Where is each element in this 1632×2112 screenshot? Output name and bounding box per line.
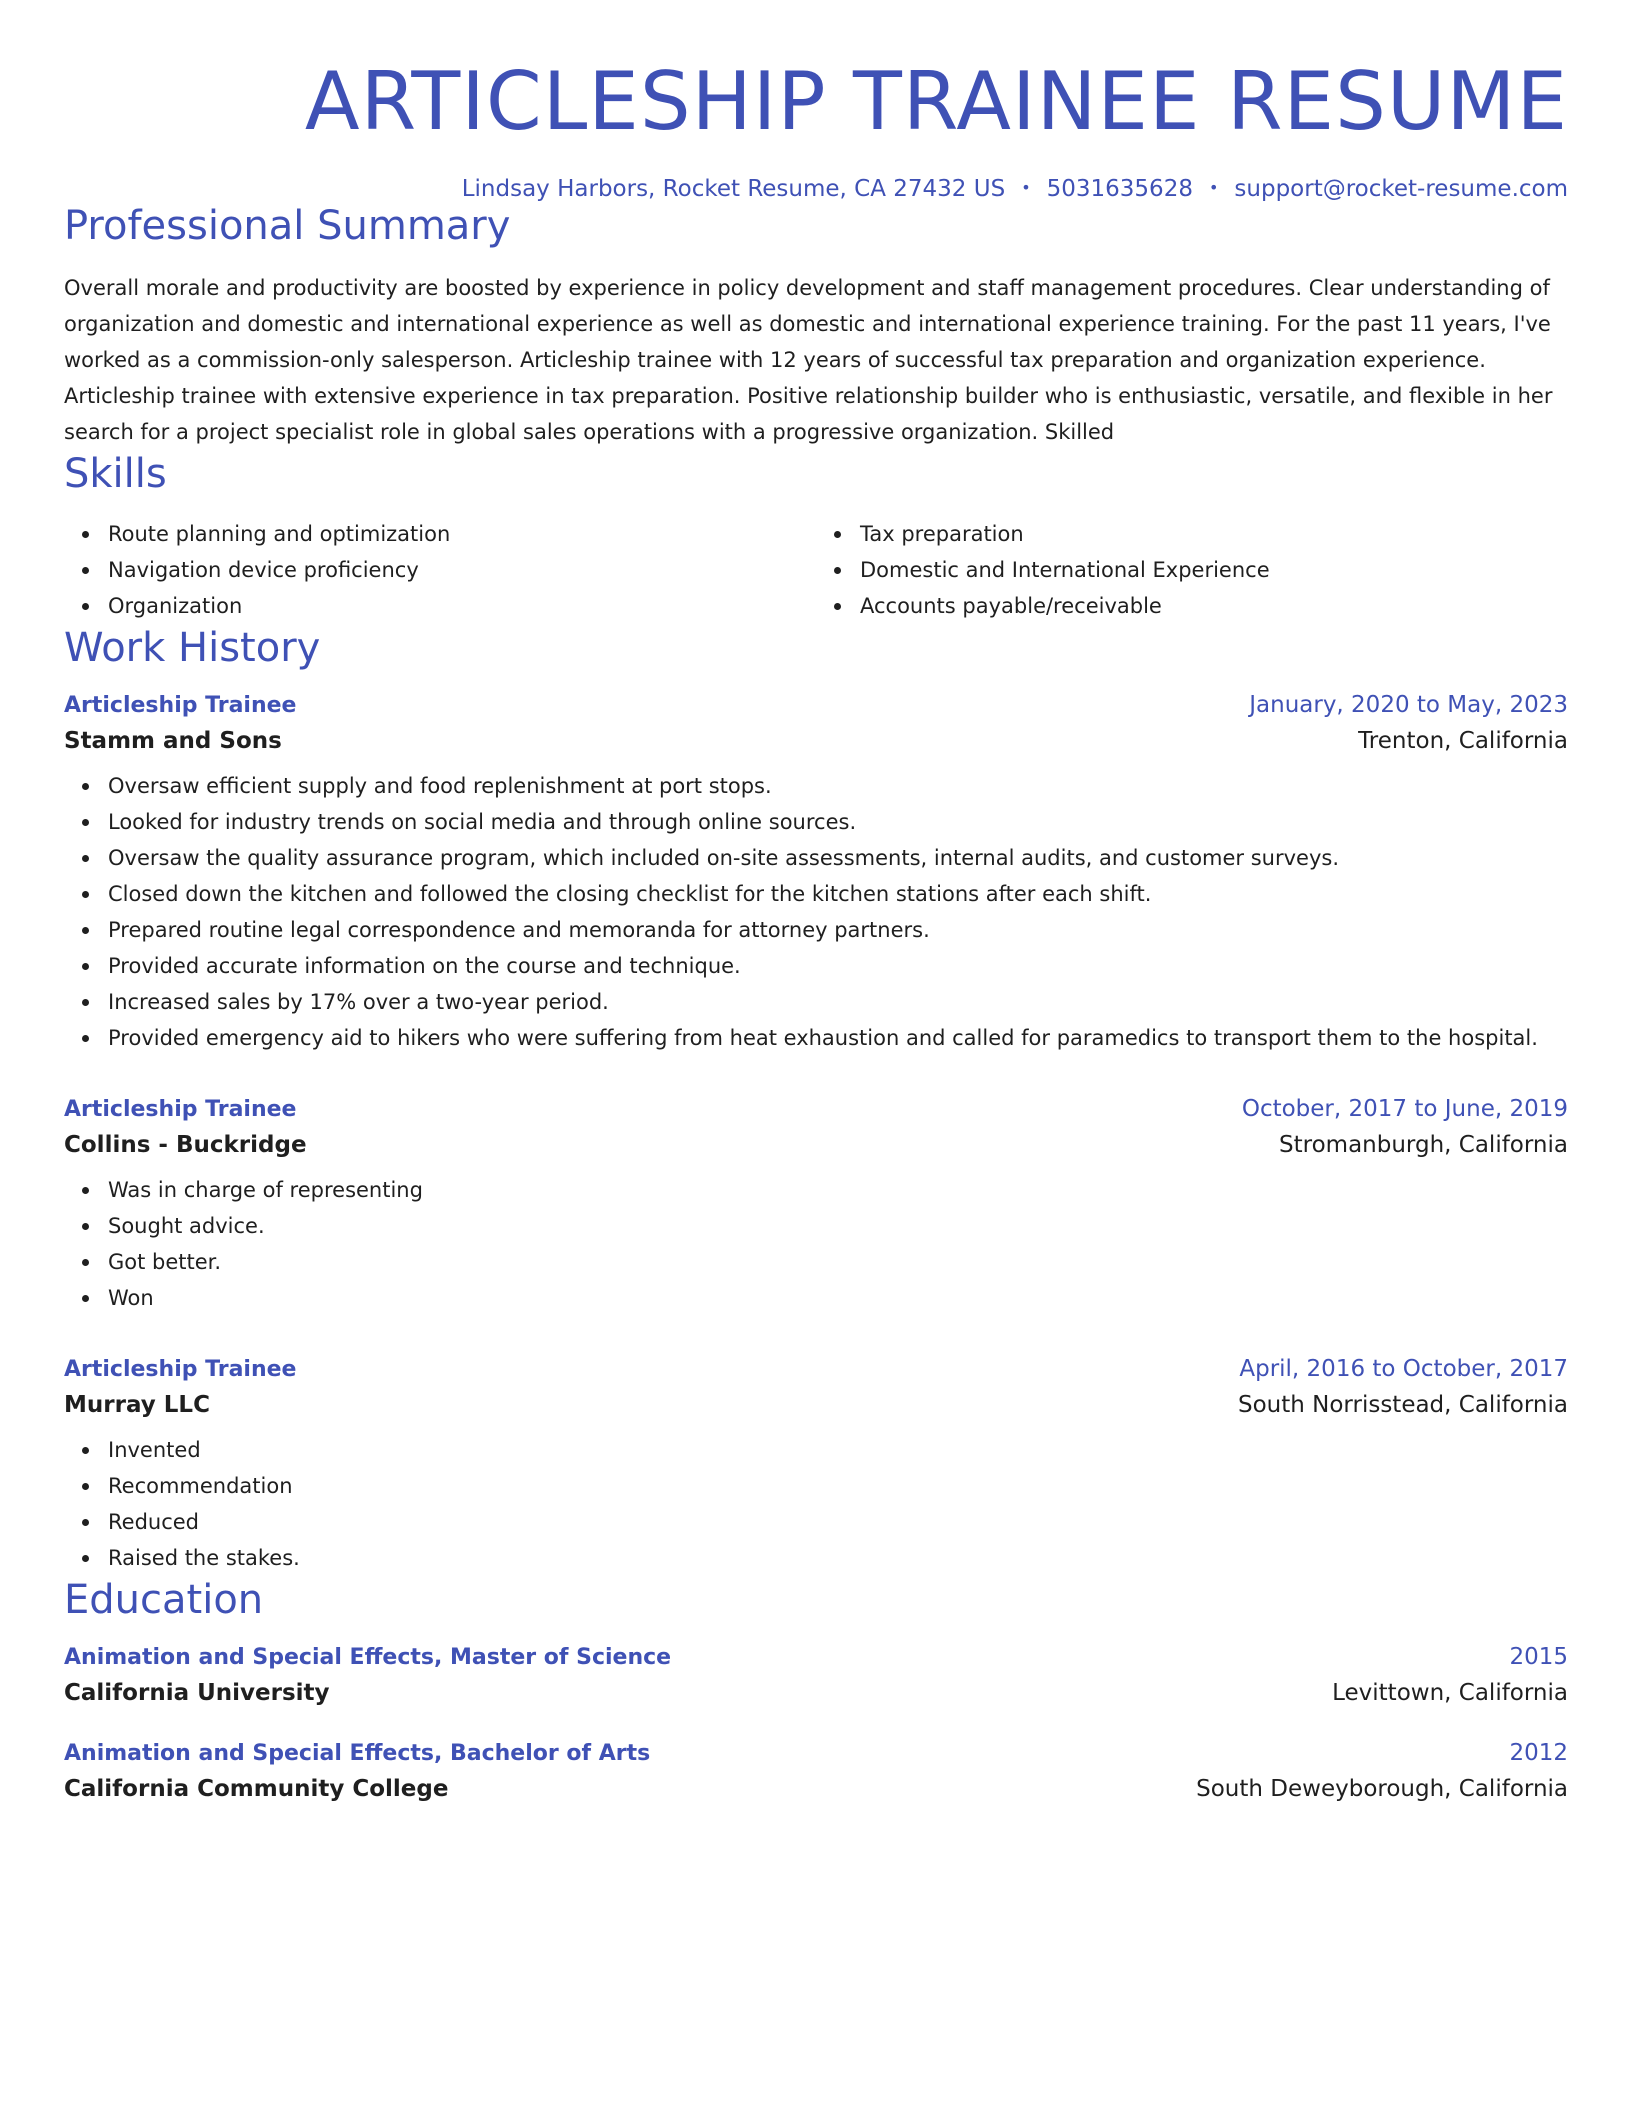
education-entry <box>64 1644 1568 1706</box>
job-entry <box>64 1096 1568 1316</box>
skills-list <box>64 516 1568 624</box>
summary-heading: Professional Summary <box>64 203 511 249</box>
skills-column-right <box>816 516 1568 624</box>
job-bullet: Closed down the kitchen and followed the closing checklist for the kitchen stations after each shift. <box>108 876 1568 912</box>
resume-title: ARTICLESHIP TRAINEE RESUME <box>304 55 1568 148</box>
job-bullet: Provided emergency aid to hikers who were suffering from heat exhaustion and called for paramedics to transport them to the hospital. <box>108 1020 1568 1056</box>
job-bullet: Prepared routine legal correspondence and memoranda for attorney partners. <box>108 912 1568 948</box>
contact-phone: 5031635628 <box>1046 176 1193 202</box>
skills-column-left <box>64 516 816 624</box>
education-degree: Animation and Special Effects, Master of Science <box>64 1645 672 1670</box>
contact-address: Lindsay Harbors, Rocket Resume, CA 27432 US <box>461 176 1006 202</box>
skill-item: Route planning and optimization <box>108 516 816 552</box>
education-school: California University <box>64 1680 330 1706</box>
separator-dot: • <box>1208 178 1219 197</box>
job-bullet: Won <box>108 1280 1568 1316</box>
job-bullet: Oversaw the quality assurance program, which included on-site assessments, internal audits, and customer surveys. <box>108 840 1568 876</box>
education-entry <box>64 1740 1568 1802</box>
job-bullets <box>64 768 1568 1056</box>
job-bullet: Oversaw efficient supply and food replenishment at port stops. <box>108 768 1568 804</box>
job-dates: January, 2020 to May, 2023 <box>1249 692 1568 718</box>
job-bullet: Was in charge of representing <box>108 1172 1568 1208</box>
job-dates: April, 2016 to October, 2017 <box>1239 1356 1568 1382</box>
job-role: Articleship Trainee <box>64 693 297 718</box>
summary-text: Overall morale and productivity are boosted by experience in policy development and staff management procedures. Clear understanding of organization and domestic and international experience as well as domestic and international experience training. For the past 11 years, I've worked as a commission-only salesperson. Articleship trainee with 12 years of successful tax preparation and organization experience. Articleship trainee with extensive experience in tax preparation. Positive relationship builder who is enthusiastic, versatile, and flexible in her search for a project specialist role in global sales operations with a progressive organization. Skilled <box>64 276 1553 444</box>
education-year: 2012 <box>1509 1740 1568 1766</box>
contact-line <box>64 176 1568 202</box>
job-entry <box>64 692 1568 1056</box>
job-bullet: Looked for industry trends on social media and through online sources. <box>108 804 1568 840</box>
skill-item: Organization <box>108 588 816 624</box>
job-bullets <box>64 1172 1568 1316</box>
skill-item: Accounts payable/receivable <box>860 588 1568 624</box>
job-bullet: Sought advice. <box>108 1208 1568 1244</box>
skill-item: Navigation device proficiency <box>108 552 816 588</box>
contact-email: support@rocket-resume.com <box>1234 176 1568 202</box>
job-bullet: Invented <box>108 1432 1568 1468</box>
job-bullet: Reduced <box>108 1504 1568 1540</box>
education-year: 2015 <box>1509 1644 1568 1670</box>
job-company: Stamm and Sons <box>64 728 282 754</box>
job-role: Articleship Trainee <box>64 1357 297 1382</box>
job-dates: October, 2017 to June, 2019 <box>1241 1096 1568 1122</box>
skill-item: Tax preparation <box>860 516 1568 552</box>
job-company: Collins - Buckridge <box>64 1132 307 1158</box>
job-bullet: Increased sales by 17% over a two-year period. <box>108 984 1568 1020</box>
skills-heading: Skills <box>64 451 167 497</box>
job-company: Murray LLC <box>64 1392 210 1418</box>
education-heading: Education <box>64 1577 264 1623</box>
job-role: Articleship Trainee <box>64 1097 297 1122</box>
job-bullet: Recommendation <box>108 1468 1568 1504</box>
job-bullet: Raised the stakes. <box>108 1540 1568 1576</box>
education-school: California Community College <box>64 1776 449 1802</box>
skill-item: Domestic and International Experience <box>860 552 1568 588</box>
job-location: Trenton, California <box>1358 728 1568 754</box>
job-entry <box>64 1356 1568 1576</box>
job-bullet: Provided accurate information on the course and technique. <box>108 948 1568 984</box>
education-location: South Deweyborough, California <box>1196 1776 1568 1802</box>
job-bullet: Got better. <box>108 1244 1568 1280</box>
job-bullets <box>64 1432 1568 1576</box>
job-location: Stromanburgh, California <box>1279 1132 1568 1158</box>
job-location: South Norrisstead, California <box>1238 1392 1568 1418</box>
work-history-heading: Work History <box>64 625 321 671</box>
separator-dot: • <box>1021 178 1031 197</box>
education-location: Levittown, California <box>1332 1680 1568 1706</box>
education-degree: Animation and Special Effects, Bachelor of Arts <box>64 1741 651 1766</box>
